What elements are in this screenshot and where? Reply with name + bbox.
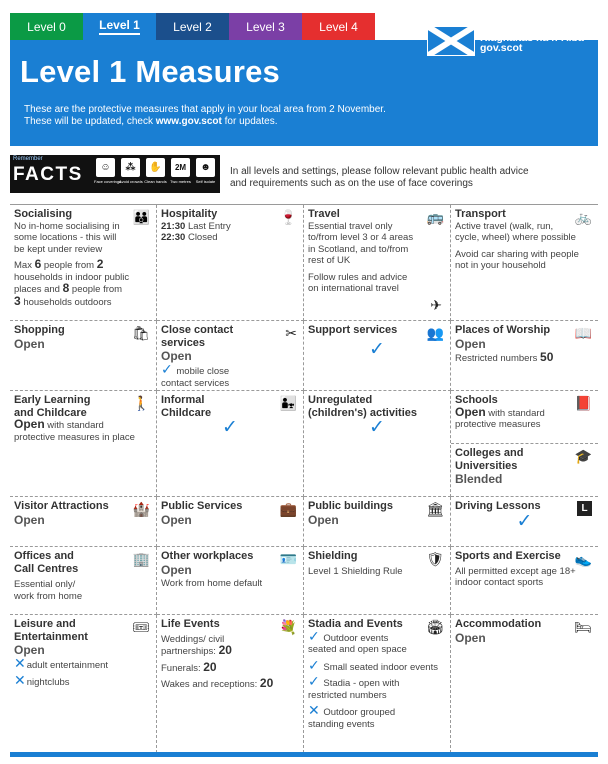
cell-text (14, 293, 152, 309)
cell-title: Universities (455, 459, 518, 472)
status-text: Open (455, 336, 486, 351)
facts-icon-row (94, 158, 217, 184)
cell-text (14, 671, 152, 689)
stadium-icon: 🏟 (426, 619, 444, 635)
facts-glyph: ⁂ (121, 158, 140, 177)
status-text: Open (455, 630, 486, 645)
cell-text (14, 655, 152, 672)
cell-public-buildings (304, 497, 451, 547)
cell-title: Places of Worship (455, 324, 551, 336)
page-title: Level 1 Measures (20, 54, 280, 89)
building-icon: 🏛 (426, 501, 444, 517)
avoid-crowds-icon (119, 158, 142, 184)
cell-title: Life Events (161, 618, 220, 630)
cell-title: Hospitality (161, 208, 218, 220)
cell-title: Sports and Exercise (455, 550, 561, 562)
cell-title: Support services (308, 324, 398, 336)
cell-text: protective measures (455, 419, 541, 430)
cell-title: Travel (308, 208, 340, 220)
cell-informal-childcare (157, 391, 304, 497)
facts-band (10, 155, 598, 193)
check-icon: ✓ (369, 338, 385, 360)
cell-title: Public buildings (308, 500, 393, 512)
intro-text (24, 104, 386, 128)
cell-accommodation (451, 615, 598, 753)
bicycle-icon: 🚲 (574, 209, 592, 225)
text-fragment: mobile close (173, 366, 230, 377)
group-icon: 👥 (426, 325, 444, 341)
cell-schools (451, 391, 598, 444)
cell-title: Colleges and (455, 447, 524, 459)
cell-title: Close contact services (161, 324, 234, 349)
level-tabs (10, 13, 375, 40)
cell-text (161, 645, 299, 658)
number: 2 (96, 257, 104, 271)
flowers-icon: 💐 (279, 619, 297, 635)
cell-text (308, 656, 446, 674)
text-fragment: Restricted numbers (455, 352, 541, 364)
ticket-icon: 🎟 (132, 619, 150, 635)
cell-text (14, 283, 152, 296)
measures-grid (10, 204, 598, 752)
text-fragment: Last Entry (185, 220, 231, 232)
two-metres-icon (169, 158, 192, 184)
cell-title: Early Learning (14, 394, 91, 406)
face-covering-icon (94, 158, 122, 184)
facts-caption: Face coverings (94, 179, 122, 184)
tab-level-0[interactable] (10, 13, 83, 40)
cell-shielding (304, 547, 451, 615)
cell-close-contact (157, 321, 304, 391)
intro-prefix: These will be updated, check (24, 116, 156, 127)
cell-text (161, 678, 299, 691)
cross-icon: ✕ (308, 702, 320, 718)
cell-text: protective measures in place (14, 431, 135, 443)
cell-title: Shopping (14, 324, 65, 336)
tab-level-4[interactable] (302, 13, 375, 40)
cell-text: Avoid car sharing with people (455, 248, 579, 260)
status-text: Blended (455, 472, 503, 486)
cell-hospitality (157, 205, 304, 321)
cell-life-events (157, 615, 304, 753)
number: 50 (540, 349, 554, 364)
cell-text: restricted numbers (308, 689, 387, 701)
cell-places-of-worship (451, 321, 598, 391)
drinks-icon: 🍷 (279, 209, 297, 225)
text-fragment: places and (14, 284, 63, 295)
tab-level-3[interactable] (229, 13, 302, 40)
learner-plate-icon: L (577, 501, 592, 516)
facts-glyph: ☻ (196, 158, 215, 177)
text-fragment: Funerals: (161, 662, 204, 674)
status-text: Open (161, 349, 192, 363)
saltire-flag-icon (427, 26, 475, 56)
cell-title: Transport (455, 208, 506, 220)
cell-text: on international travel (308, 283, 399, 294)
cell-text: Follow rules and advice (308, 271, 408, 283)
cell-travel (304, 205, 451, 321)
status-text: Open (14, 512, 45, 527)
status-text: Open (161, 562, 192, 577)
cell-text (308, 702, 446, 719)
cell-text: households in indoor public (14, 271, 130, 283)
number: 20 (259, 676, 274, 690)
book-icon: 📖 (574, 325, 592, 341)
text-fragment: with standard (485, 407, 545, 419)
cell-shopping (10, 321, 157, 391)
cell-text: seated and open space (308, 644, 407, 655)
time: 22:30 (161, 232, 186, 243)
check-icon: ✓ (222, 417, 238, 438)
tab-label: Level 2 (173, 19, 212, 34)
brand-line-2: Riaghaltas na h-Alba (480, 31, 584, 44)
cell-text (161, 361, 299, 378)
cell-text (455, 404, 594, 420)
check-icon: ✓ (308, 627, 320, 644)
graduation-cap-icon: 🎓 (574, 448, 592, 464)
parent-child-icon: 🚶 (132, 395, 150, 411)
text-fragment: Outdoor events (320, 632, 389, 644)
cell-title: Other workplaces (161, 550, 254, 562)
cell-title: Informal (161, 394, 205, 406)
cell-text (161, 232, 299, 244)
cell-title: Unregulated (308, 394, 373, 406)
cell-text: Essential only/ (14, 579, 76, 590)
brand-line-3[interactable]: gov.scot (480, 42, 523, 54)
tab-level-1[interactable] (83, 13, 156, 40)
cell-sports-exercise (451, 547, 598, 615)
cell-visitor-attractions (10, 497, 157, 547)
number: 3 (14, 293, 21, 308)
trainer-shoe-icon: 👟 (574, 551, 592, 567)
facts-glyph: ☺ (96, 158, 115, 177)
cell-title: Socialising (14, 208, 73, 220)
cell-text: some locations - this will (14, 232, 117, 243)
facts-note (230, 166, 529, 190)
cell-text: indoor contact sports (455, 577, 544, 588)
check-icon: ✓ (161, 361, 173, 377)
cell-title: Schools (455, 394, 498, 406)
text-fragment: partnerships: (161, 646, 219, 657)
cell-title: Driving Lessons (455, 500, 541, 512)
facts-glyph: ✋ (146, 158, 165, 177)
cell-title: Public Services (161, 500, 243, 512)
text-fragment: people from (69, 284, 123, 295)
cell-title: Offices and (14, 550, 74, 562)
book-icon: 📕 (574, 395, 592, 411)
cell-support-services (304, 321, 451, 391)
gov-scot-link[interactable]: www.gov.scot (155, 116, 222, 127)
cell-text (161, 659, 299, 675)
number: 8 (62, 281, 70, 295)
cell-driving-lessons (451, 497, 598, 547)
cell-title: Call Centres (14, 562, 79, 575)
airplane-icon: ✈ (430, 297, 442, 313)
people-icon: 👪 (132, 209, 150, 225)
text-fragment: Stadia - open with (320, 678, 400, 689)
cell-title: Accommodation (455, 618, 542, 630)
cell-title: Entertainment (14, 630, 88, 643)
check-icon: ✓ (308, 673, 320, 689)
family-icon: 👨‍👧 (279, 395, 297, 411)
facts-note-line-1: In all levels and settings, please follow relevant public health advice (230, 166, 529, 177)
cell-text: Active travel (walk, run, (455, 220, 554, 232)
cell-offices (10, 547, 157, 615)
cell-title: and Childcare (14, 406, 87, 419)
status-text: Open (14, 643, 45, 657)
tab-label: Level 3 (246, 19, 285, 34)
cell-socialising (10, 205, 157, 321)
check-icon: ✓ (369, 417, 385, 438)
facts-caption: Self isolate (195, 179, 216, 184)
tab-label: Level 1 (99, 18, 140, 35)
cell-stadia-events (304, 615, 451, 753)
facts-note-line-2: and requirements such as on the use of face coverings (230, 178, 473, 189)
cell-colleges (451, 444, 598, 497)
text-fragment: Max (14, 260, 35, 271)
cell-title: Visitor Attractions (14, 500, 109, 512)
check-icon: ✓ (516, 510, 533, 532)
cell-title: (children's) activities (308, 406, 417, 419)
text-fragment: with standard (44, 420, 104, 431)
status-text: Open (14, 336, 45, 351)
cell-text: rest of UK (308, 255, 351, 266)
cell-text: not in your household (455, 260, 546, 271)
status-text: Open (14, 417, 45, 431)
cell-leisure (10, 615, 157, 753)
cell-text: Level 1 Shielding Rule (308, 565, 403, 577)
tab-label: Level 0 (27, 19, 66, 34)
cell-text (455, 349, 594, 365)
text-fragment: Wakes and receptions: (161, 679, 260, 690)
bus-icon: 🚌 (426, 209, 444, 225)
cell-text: Essential travel only (308, 220, 393, 232)
number: 6 (34, 257, 42, 271)
cell-text: in Scotland, and to/from (308, 243, 409, 255)
clean-hands-icon (144, 158, 167, 184)
cell-text: standing events (308, 718, 375, 730)
cell-text: be kept under review (14, 243, 103, 255)
cell-early-learning (10, 391, 157, 497)
text-fragment: adult entertainment (26, 660, 109, 671)
cross-icon: ✕ (14, 671, 26, 688)
office-building-icon: 🏢 (132, 551, 150, 567)
shopping-bag-icon: 🛍 (132, 325, 150, 341)
cell-title: Shielding (308, 550, 358, 562)
number: 20 (218, 643, 232, 657)
shield-icon: 🛡 (426, 551, 444, 567)
cell-title: Leisure and (14, 618, 76, 630)
text-fragment: Small seated indoor events (320, 661, 438, 673)
cell-title: Stadia and Events (308, 618, 403, 630)
facts-remember: Remember (13, 156, 43, 162)
scissors-icon: ✂ (285, 325, 297, 341)
tab-level-2[interactable] (156, 13, 229, 40)
facts-glyph: 2M (171, 158, 190, 177)
status-text: Open (455, 404, 486, 419)
cell-text: Weddings/ civil (161, 633, 225, 645)
cell-text: Work from home default (161, 577, 263, 589)
cell-title: Childcare (161, 406, 212, 419)
text-fragment: nightclubs (26, 676, 70, 688)
intro-line-2 (24, 116, 386, 128)
cell-unregulated-activities (304, 391, 451, 497)
cell-text: No in-home socialising in (14, 220, 120, 232)
cell-other-workplaces (157, 547, 304, 615)
text-fragment: Outdoor grouped (320, 707, 396, 718)
scottish-government-logo (427, 22, 586, 56)
cell-text: contact services (161, 377, 230, 389)
intro-suffix: for updates. (221, 116, 278, 127)
check-icon: ✓ (308, 656, 320, 673)
cell-text: to/from level 3 or 4 areas (308, 232, 414, 243)
text-fragment: households outdoors (20, 296, 112, 308)
status-text: Open (308, 512, 339, 527)
text-fragment: Closed (185, 232, 218, 243)
cell-public-services (157, 497, 304, 547)
intro-line-1: These are the protective measures that apply in your local area from 2 November. (24, 104, 386, 115)
facts-word: FACTS (13, 164, 83, 185)
cell-text (308, 673, 446, 690)
cell-transport (451, 205, 598, 321)
facts-badge (10, 155, 220, 193)
briefcase-icon: 💼 (279, 501, 297, 517)
number: 20 (203, 659, 217, 674)
tab-label: Level 4 (319, 19, 358, 34)
facts-caption: Clean hands (144, 179, 167, 184)
cell-text: work from home (14, 590, 83, 602)
facts-caption: Two metres (170, 179, 191, 184)
brand-line-1: Scottish Government (480, 21, 587, 33)
cell-text (14, 419, 152, 432)
self-isolate-icon (194, 158, 217, 184)
status-text: Open (161, 512, 192, 527)
cell-text: cycle, wheel) where possible (455, 232, 576, 243)
cell-text (161, 221, 299, 233)
time: 21:30 (161, 220, 186, 232)
facts-caption: Avoid crowds (119, 179, 143, 184)
footer-bar (10, 752, 598, 757)
bed-icon: 🛏 (574, 619, 592, 635)
castle-icon: 🏰 (132, 501, 150, 517)
id-badge-icon: 🪪 (279, 551, 297, 567)
text-fragment: people from (41, 260, 97, 271)
cell-text: All permitted except age 18+ (455, 565, 576, 577)
cross-icon: ✕ (14, 655, 26, 671)
cell-text (14, 259, 152, 272)
